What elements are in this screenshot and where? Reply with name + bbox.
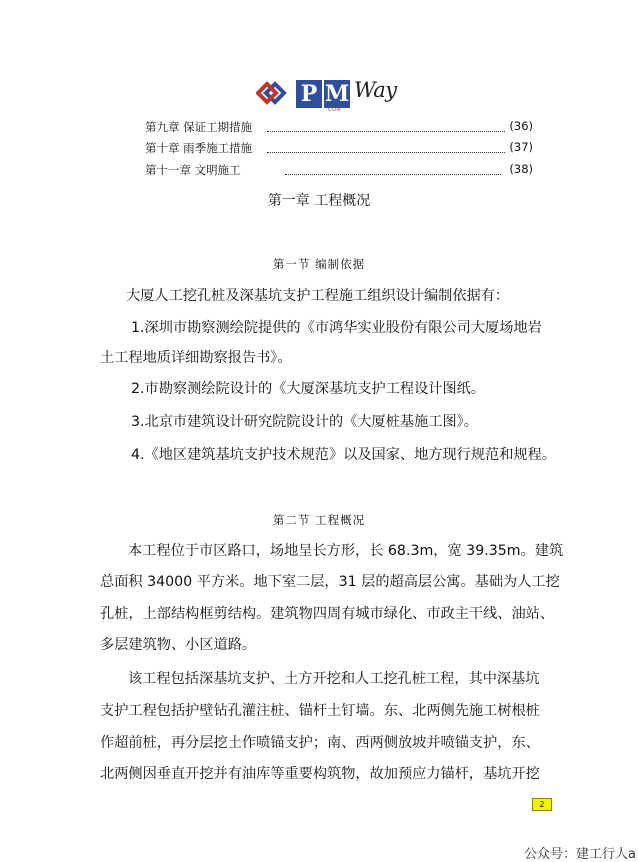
toc-entry[interactable] <box>145 162 533 180</box>
paragraph-line: 大厦人工挖孔桩及深基坑支护工程施工组织设计编制依据有： <box>126 288 510 304</box>
paragraph-line: 本工程位于市区路口，场地呈长方形，长 68.3m，宽 39.35m。建筑 <box>128 543 564 559</box>
paragraph-line: 孔桩，上部结构框剪结构。建筑物四周有城市绿化、市政主干线、油站、 <box>100 606 555 622</box>
paragraph-line: 1.深圳市勘察测绘院提供的《市鸿华实业股份有限公司大厦场地岩 <box>131 320 542 336</box>
toc-entry-title: 第十一章 文明施工 <box>145 163 241 177</box>
logo-com-text: COM <box>328 107 342 113</box>
diamond-logo-icon <box>256 78 294 108</box>
toc-leader <box>285 174 501 175</box>
toc-entry-title: 第十章 雨季施工措施 <box>145 141 253 155</box>
paragraph-line: 北两侧因垂直开挖并有油库等重要构筑物，故加预应力锚杆，基坑开挖 <box>100 766 540 782</box>
watermark-text: 公众号：建工行人a <box>524 847 636 862</box>
paragraph-line: 2.市勘察测绘院设计的《大厦深基坑支护工程设计图纸。 <box>131 381 486 397</box>
logo-letter-m: M <box>324 81 350 107</box>
toc-entry[interactable] <box>145 140 533 158</box>
toc-entry-page: (38) <box>509 162 533 176</box>
section-title: 第二节 工程概况 <box>272 513 366 527</box>
paragraph-line: 支护工程包括护壁钻孔灌注桩、锚杆土钉墙。东、北两侧先施工树根桩 <box>100 703 540 719</box>
section-title: 第一节 编制依据 <box>272 257 366 271</box>
toc-entry[interactable] <box>145 119 533 137</box>
paragraph-line: 土工程地质详细勘察报告书》。 <box>100 350 292 366</box>
toc-entry-page: (37) <box>509 140 533 154</box>
toc-leader <box>267 152 505 153</box>
paragraph-line: 总面积 34000 平方米。地下室二层，31 层的超高层公寓。基础为人工挖 <box>100 574 560 590</box>
page-number-field: 2 <box>532 798 552 811</box>
toc-entry-title: 第九章 保证工期措施 <box>145 120 253 134</box>
paragraph-line: 4.《地区建筑基坑支护技术规范》以及国家、地方现行规范和规程。 <box>131 447 556 463</box>
logo-letter-p: P <box>296 80 322 108</box>
pmway-logo <box>254 74 404 112</box>
paragraph-line: 多层建筑物、小区道路。 <box>100 637 257 653</box>
paragraph-line: 作超前桩，再分层挖土作喷锚支护；南、西两侧放坡并喷锚支护，东、 <box>100 735 540 751</box>
logo-way-text: Way <box>354 78 397 102</box>
paragraph-line: 3.北京市建筑设计研究院院设计的《大厦桩基施工图》。 <box>131 414 478 430</box>
toc-entry-page: (36) <box>509 119 533 133</box>
toc-leader <box>267 131 505 132</box>
paragraph-line: 该工程包括深基坑支护、土方开挖和人工挖孔桩工程，其中深基坑 <box>128 671 540 687</box>
chapter-title: 第一章 工程概况 <box>267 193 371 209</box>
